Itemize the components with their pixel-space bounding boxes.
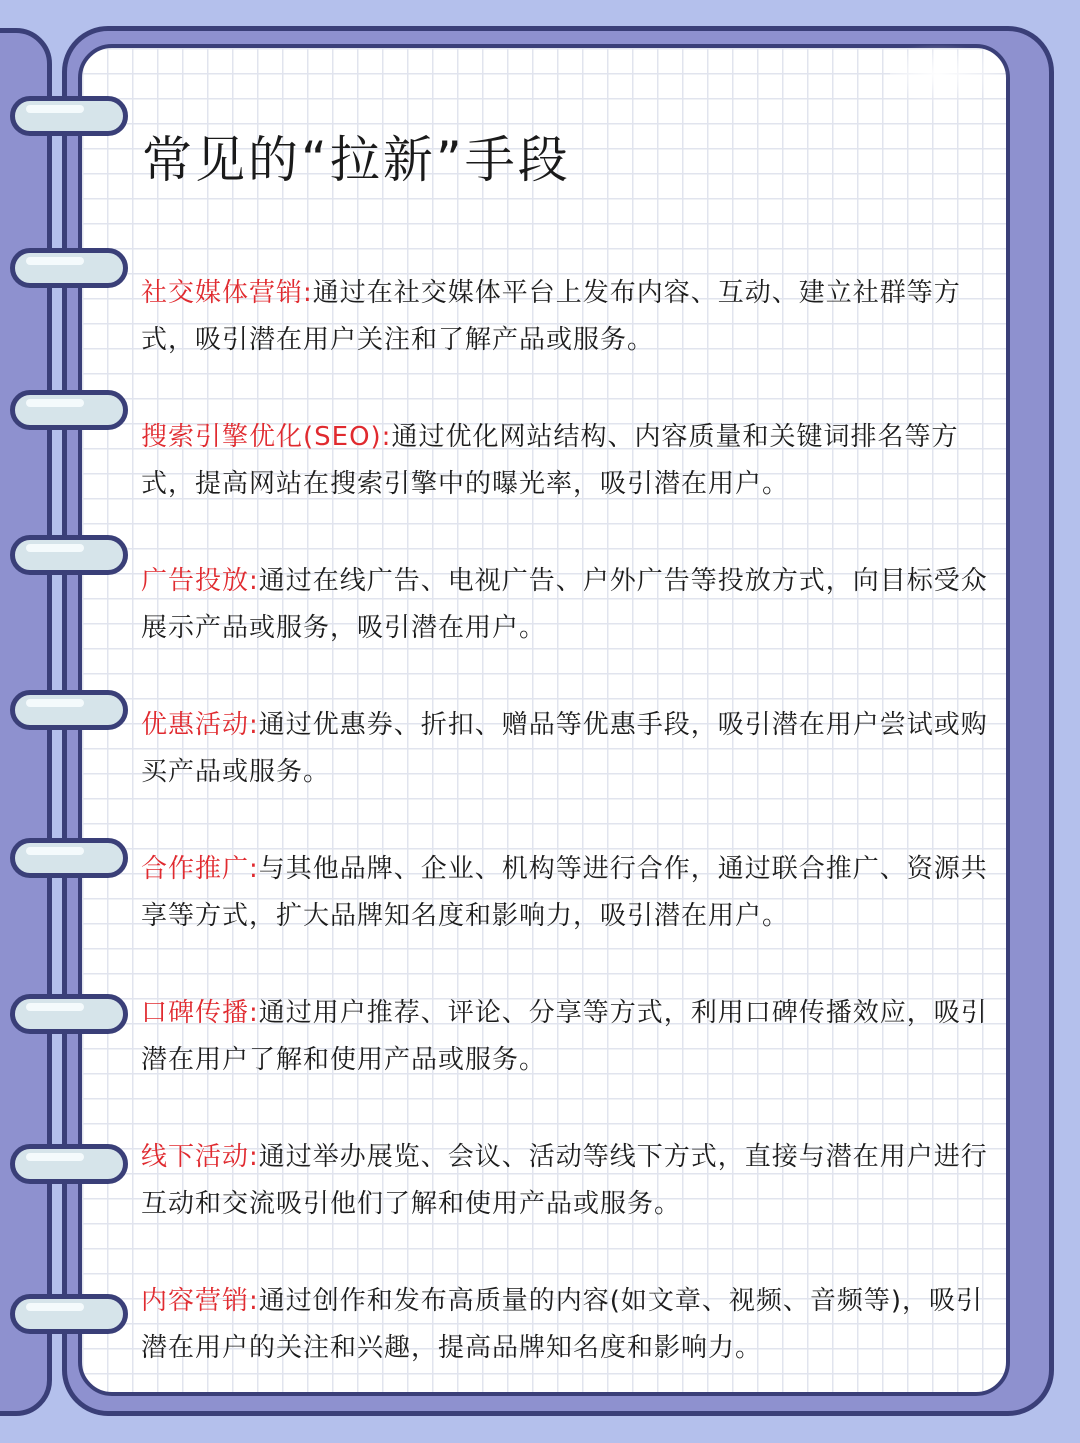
binder-ring-icon — [10, 690, 128, 730]
item-text: 通过用户推荐、评论、分享等方式，利用口碑传播效应，吸引潜在用户了解和使用产品或服务。 — [141, 998, 988, 1075]
list-item — [141, 1134, 1001, 1228]
item-text: 通过在线广告、电视广告、户外广告等投放方式，向目标受众展示产品或服务，吸引潜在用户。 — [141, 566, 988, 643]
list-item — [141, 414, 1001, 508]
item-heading: 广告投放: — [141, 566, 259, 596]
item-heading: 线下活动: — [141, 1142, 259, 1172]
item-heading: 搜索引擎优化(SEO): — [141, 422, 392, 452]
page-title: 常见的“拉新”手段 — [142, 131, 571, 189]
binder-ring-icon — [10, 1294, 128, 1334]
item-text: 通过在社交媒体平台上发布内容、互动、建立社群等方式，吸引潜在用户关注和了解产品或服务。 — [141, 278, 961, 355]
item-text: 与其他品牌、企业、机构等进行合作，通过联合推广、资源共享等方式，扩大品牌知名度和影响力，吸引潜在用户。 — [141, 854, 988, 931]
item-heading: 内容营销: — [141, 1286, 259, 1316]
binder-ring-icon — [10, 390, 128, 430]
binder-ring-icon — [10, 248, 128, 288]
item-heading: 口碑传播: — [141, 998, 259, 1028]
item-text: 通过优惠券、折扣、赠品等优惠手段，吸引潜在用户尝试或购买产品或服务。 — [141, 710, 988, 787]
list-item — [141, 990, 1001, 1084]
binder-ring-icon — [10, 838, 128, 878]
list-item — [141, 702, 1001, 796]
binder-ring-icon — [10, 1144, 128, 1184]
item-text: 通过举办展览、会议、活动等线下方式，直接与潜在用户进行互动和交流吸引他们了解和使用产品或服务。 — [141, 1142, 988, 1219]
item-text: 通过创作和发布高质量的内容(如文章、视频、音频等)，吸引潜在用户的关注和兴趣，提高品牌知名度和影响力。 — [141, 1286, 984, 1363]
binder-ring-icon — [10, 994, 128, 1034]
binder-ring-icon — [10, 96, 128, 136]
item-heading: 社交媒体营销: — [141, 278, 313, 308]
list-item — [141, 1278, 1001, 1372]
glare-decoration — [890, 44, 1010, 104]
list-item — [141, 846, 1001, 940]
binder-ring-icon — [10, 535, 128, 575]
list-item — [141, 270, 1001, 364]
item-text: 通过优化网站结构、内容质量和关键词排名等方式，提高网站在搜索引擎中的曝光率，吸引潜在用户。 — [141, 422, 959, 499]
list-item — [141, 558, 1001, 652]
item-heading: 合作推广: — [141, 854, 259, 884]
item-heading: 优惠活动: — [141, 710, 259, 740]
